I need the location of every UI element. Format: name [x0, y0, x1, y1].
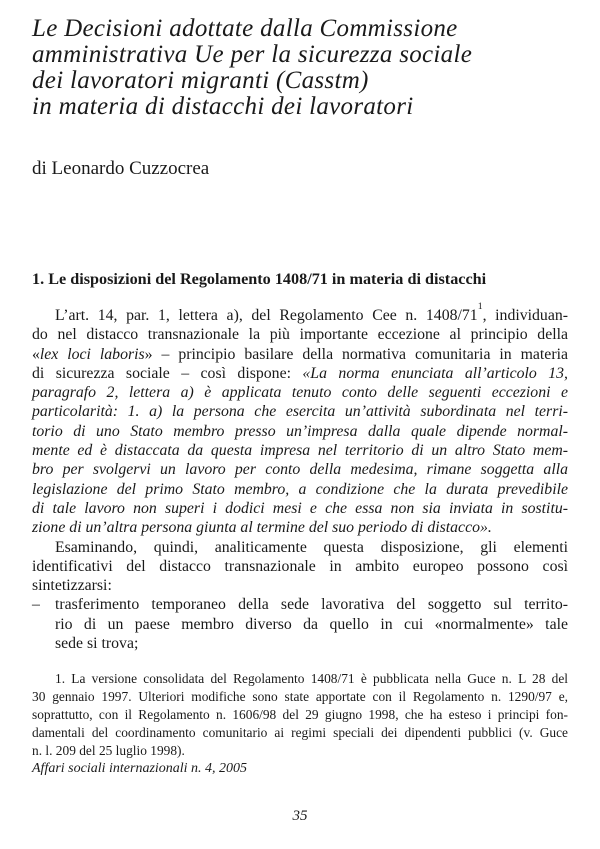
text-line [55, 634, 568, 653]
text-line [32, 460, 568, 479]
text-line [32, 441, 568, 460]
text-segment: « [32, 345, 40, 363]
text-segment: trasferimento temporaneo della sede lavorativa del soggetto sul territo- [55, 596, 568, 614]
text-segment: do nel distacco transnazionale la più importante eccezione al principio della [32, 326, 568, 344]
journal-line: Affari sociali internazionali n. 4, 2005 [32, 761, 248, 777]
body-paragraph [32, 301, 568, 538]
author-line: di Leonardo Cuzzocrea [32, 158, 210, 179]
text-segment: 30 gennaio 1997. Ulteriori modifiche sono state apportate con il Regolamento n. 1290/97 e, [32, 689, 568, 705]
footnote [32, 670, 568, 760]
text-segment: zione di un’altra persona giunta al termine del suo periodo di distacco». [32, 519, 492, 537]
article-title [32, 16, 568, 120]
text-line [32, 742, 568, 760]
text-line [32, 364, 568, 383]
text-segment: sede si trova; [55, 635, 139, 653]
text-segment: particolarità: 1. a) la persona che esercita un’attività subordinata nel terri- [32, 403, 568, 421]
text-line [55, 595, 568, 614]
text-line [32, 345, 568, 364]
text-line [32, 518, 568, 537]
text-line [32, 383, 568, 402]
text-line [32, 480, 568, 499]
title-line: Le Decisioni adottate dalla Commissione [32, 15, 458, 42]
text-line [32, 724, 568, 742]
text-line [32, 688, 568, 706]
text-segment: damentali del coordinamento comunitario ai regimi speciali dei dipendenti pubblici (v. Guce [32, 725, 568, 741]
text-segment: legislazione del primo Stato membro, a condizione che la durata prevedibile [32, 480, 568, 498]
text-segment: 1. La versione consolidata del Regolamento 1408/71 è pubblicata nella Guce n. L 28 del [55, 671, 568, 687]
text-segment: lex loci laboris [39, 345, 145, 363]
text-line [32, 301, 568, 325]
text-segment: L’art. 14, par. 1, lettera a), del Regolamento Cee n. 1408/71 [55, 307, 478, 324]
text-line [32, 576, 568, 595]
text-segment: Esaminando, quindi, analiticamente questa disposizione, gli elementi [55, 538, 568, 556]
section-heading: 1. Le disposizioni del Regolamento 1408/71 in materia di distacchi [32, 270, 487, 288]
text-line [32, 422, 568, 441]
body-paragraph [32, 538, 568, 596]
text-segment: paragrafo 2, lettera a) è applicata tenuto conto delle seguenti eccezioni e [32, 384, 568, 402]
text-segment: » – principio basilare della normativa comunitaria in materia [144, 345, 568, 363]
text-line [55, 615, 568, 634]
footnote-reference: 1 [477, 301, 483, 313]
title-line: amministrativa Ue per la sicurezza sociale [32, 41, 473, 68]
text-segment: di sicurezza sociale – così dispone: [32, 364, 303, 382]
text-segment: sintetizzarsi: [32, 577, 112, 595]
text-segment: torio di uno Stato membro presso un’impresa dalla quale dipende normal- [32, 422, 568, 440]
title-line: in materia di distacchi dei lavoratori [32, 93, 414, 120]
text-line [32, 499, 568, 518]
text-segment: bro per svolgervi un lavoro per conto della medesima, rimane soggetta alla [32, 461, 568, 479]
text-segment: mente ed è distaccata da questa impresa nel territorio di un altro Stato mem- [32, 442, 568, 460]
text-segment: identificativi del distacco transnazionale in ambito europeo possono così [32, 557, 568, 575]
text-segment: n. l. 209 del 25 luglio 1998). [32, 743, 185, 759]
text-segment: «La norma enunciata all’articolo 13, [302, 364, 568, 382]
title-line: dei lavoratori migranti (Casstm) [32, 67, 369, 94]
text-line [32, 670, 568, 688]
text-segment: rio di un paese membro diverso da quello in cui «normalmente» tale [55, 615, 568, 633]
text-segment: , individuan- [482, 307, 568, 324]
list-dash-marker: – [32, 596, 40, 614]
text-segment: di tale lavoro non superi i dodici mesi e che essa non sia inviata in sostitu- [32, 499, 568, 517]
text-line [32, 402, 568, 421]
text-line [32, 706, 568, 724]
text-line [32, 538, 568, 557]
list-item [32, 595, 568, 653]
page-number: 35 [292, 808, 308, 825]
text-segment: soprattutto, con il Regolamento n. 1606/98 del 29 giugno 1998, che ha esteso i principi fon- [32, 707, 568, 723]
text-line [32, 325, 568, 344]
article-body [32, 301, 568, 653]
text-line [32, 557, 568, 576]
